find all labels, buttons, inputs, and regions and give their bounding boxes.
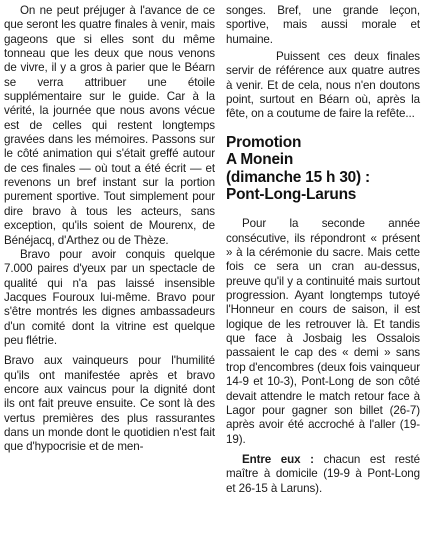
headline-line: A Monein	[226, 151, 294, 169]
article-paragraph: Puissent ces deux finales servir de référence aux quatre autres à venir. Et de cela, nous n'en doutons point, surtout en Béarn où, après la fête, on a coutume de faire la refête...	[226, 50, 420, 121]
headline-line: Pont-Long-Laruns	[226, 185, 357, 203]
article-paragraph: Pour la seconde année consécutive, ils répondront « présent » à la cérémonie du sacre. Mais cette fois ce sera un cran au-dessus, preuve qu'il y a continuité mais surtout progression. Ayant longtemps tutoyé l'Honneur en cours de saison, il est logique de les retrouver là. Et tandis que face à Josbaig les Ossalois passaient le cap des « demi » sans trop d'encombres (deux fois vainqueur 14-9 et 10-3), Pont-Long de son côté devait attendre le match retour face à Lagor pour gagner son billet (26-7) après avoir été accroché à l'aller (19-19).	[226, 217, 420, 446]
section-headline	[226, 134, 420, 204]
article-paragraph	[226, 453, 420, 496]
article-paragraph: Bravo pour avoir conquis quelque 7.000 paires d'yeux par un spectacle de qualité qui n'a pas laissé insensible Jacques Fouroux lui-même. Bravo pour s'être montrés les dignes ambassadeurs d'un comité dont la vitrine est quelque peu flétrie.	[4, 247, 215, 347]
spacer	[226, 203, 420, 217]
article-paragraph: Bravo aux vainqueurs pour l'humilité qu'ils ont manifestée après et bravo encore aux vaincus pour la dignité dont ils ont fait preuve ensuite. Ce sont là des vertus premières des plus rassurantes dans un monde dont le quotidien n'est fait que d'hypocrisie et de men-	[4, 354, 215, 454]
paragraph-lead: Entre eux :	[242, 452, 314, 466]
left-column	[4, 4, 215, 455]
headline-line: Promotion	[226, 133, 302, 151]
headline-line: (dimanche 15 h 30) :	[226, 168, 370, 186]
article-paragraph: songes. Bref, une grande leçon, sportive, mais aussi morale et humaine.	[226, 4, 420, 46]
article-paragraph: On ne peut préjuger à l'avance de ce que seront les quatre finales à venir, mais gageons que si elles sont du même tonneau que les deux que nous venons de vivre, il y a gros à parier que le Béarn se verra attribuer une étoile supplémentaire sur le guide. Car à la vérité, la journée que nous avons vécue est de celles qui restent longtemps gravées dans les mémoires. Passons sur le côté animation qui s'était greffé autour de ces finales — où tout a été écrit — et revenons un bref instant sur la portion purement sportive. Tout simplement pour dire bravo à tous les acteurs, sans exception, qu'ils soient de Mourenx, de Bénéjacq, d'Arthez ou de Thèze.	[4, 4, 215, 247]
paragraph-text: chacun est resté maître à domicile (19-9 à Pont-Long et 26-15 à Laruns).	[226, 452, 420, 495]
right-column	[226, 4, 420, 496]
